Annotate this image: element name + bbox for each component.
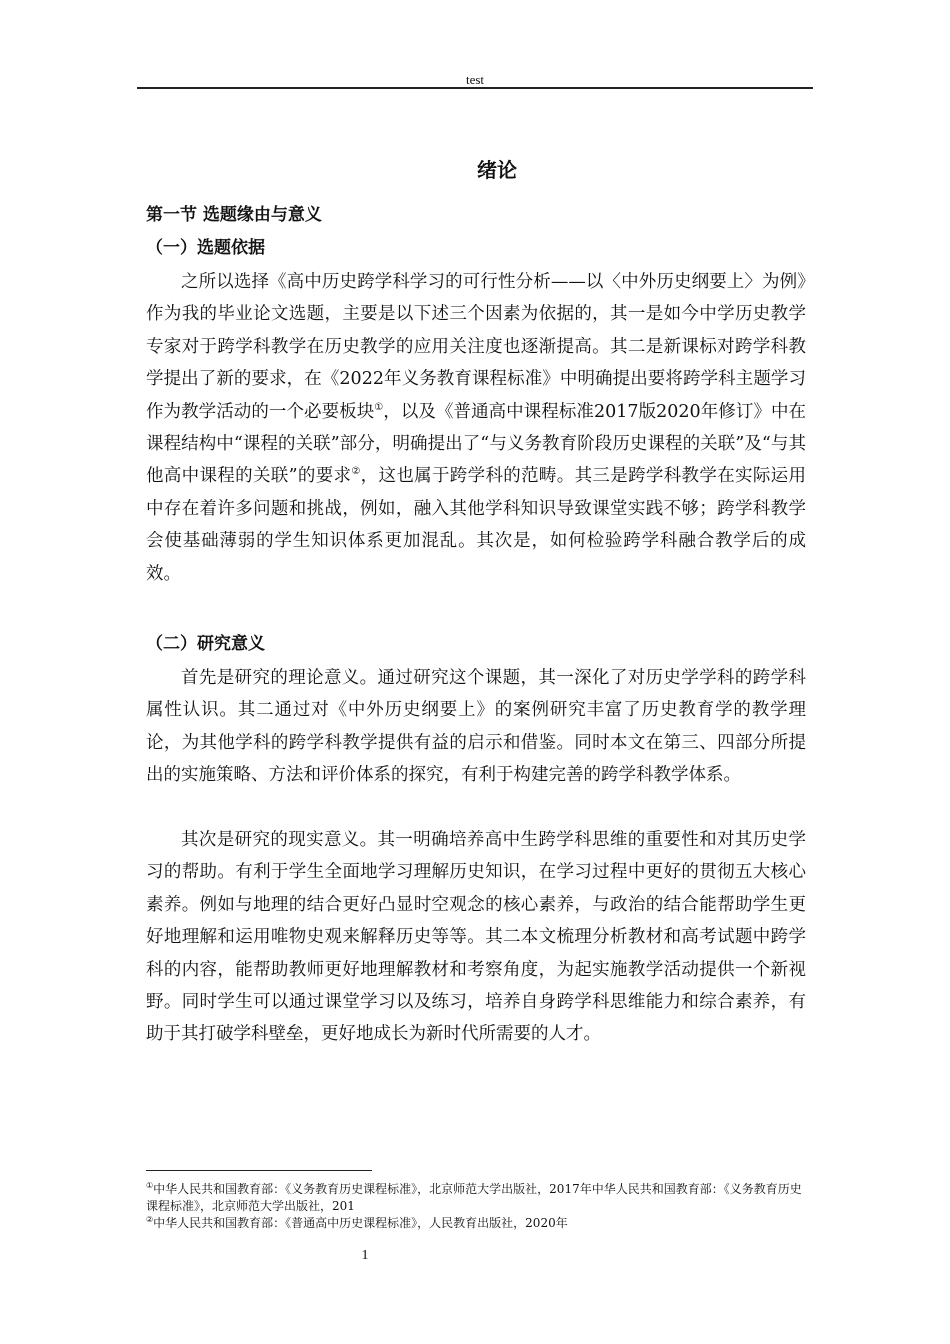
header-divider bbox=[137, 87, 813, 89]
footnote-ref-2[interactable]: ② bbox=[351, 466, 361, 478]
paragraph-practice: 其次是研究的现实意义。其一明确培养高中生跨学科思维的重要性和对其历史学习的帮助。有利于学生全面地学习理解历史知识，在学习过程中更好的贯彻五大核心素养。例如与地理的结合更好凸显时空观念的核心素养，与政治的结合能帮助学生更好地理解和运用唯物史观来解释历史等等。其二本文梳理分析教材和高考试题中跨学科的内容，能帮助教师更好地理解教材和考察角度，为起实施教学活动提供一个新视野。同时学生可以通过课堂学习以及练习，培养自身跨学科思维能力和综合素养，有助于其打破学科壁垒，更好地成长为新时代所需要的人才。 bbox=[146, 830, 806, 1045]
page-number: 1 bbox=[361, 1248, 369, 1263]
footnote-divider bbox=[146, 1170, 372, 1171]
footnote-ref-1[interactable]: ① bbox=[374, 401, 384, 413]
subsection-heading-basis: （一）选题依据 bbox=[146, 238, 265, 258]
chapter-title: 绪论 bbox=[477, 158, 517, 182]
footnote-2: ②中华人民共和国教育部：《普通高中历史课程标准》，人民教育出版社，2020年 bbox=[146, 1215, 568, 1230]
footnotes bbox=[146, 1181, 806, 1232]
page-header: test bbox=[465, 72, 485, 87]
subsection-heading-significance: （二）研究意义 bbox=[146, 634, 265, 654]
section-heading: 第一节 选题缘由与意义 bbox=[146, 205, 322, 225]
footnote-1: ①中华人民共和国教育部：《义务教育历史课程标准》，北京师范大学出版社，2017年中华人民共和国教育部：《义务教育历史课程标准》，北京师范大学出版社，201 bbox=[146, 1181, 802, 1213]
paragraph-theory: 首先是研究的理论意义。通过研究这个课题，其一深化了对历史学学科的跨学科属性认识。其二通过对《中外历史纲要上》的案例研究丰富了历史教育学的教学理论，为其他学科的跨学科教学提供有益的启示和借鉴。同时本文在第三、四部分所提出的实施策略、方法和评价体系的探究，有利于构建完善的跨学科教学体系。 bbox=[146, 668, 806, 786]
paragraph-basis: 之所以选择《高中历史跨学科学习的可行性分析——以〈中外历史纲要上〉为例》作为我的毕业论文选题，主要是以下述三个因素为依据的，其一是如今中学历史教学专家对于跨学科教学在历史教学的应用关注度也逐渐提高。其二是新课标对跨学科教学提出了新的要求，在《2022年义务教育课程标准》中明确提出要将跨学科主题学习作为教学活动的一个必要板块①，以及《普通高中课程标准2017版2020年修订》中在课程结构中“课程的关联”部分，明确提出了“与义务教育阶段历史课程的关联”及“与其他高中课程的关联”的要求②，这也属于跨学科的范畴。其三是跨学科教学在实际运用中存在着许多问题和挑战，例如，融入其他学科知识导致课堂实践不够；跨学科教学会使基础薄弱的学生知识体系更加混乱。其次是，如何检验跨学科融合教学后的成效。 bbox=[146, 272, 807, 584]
